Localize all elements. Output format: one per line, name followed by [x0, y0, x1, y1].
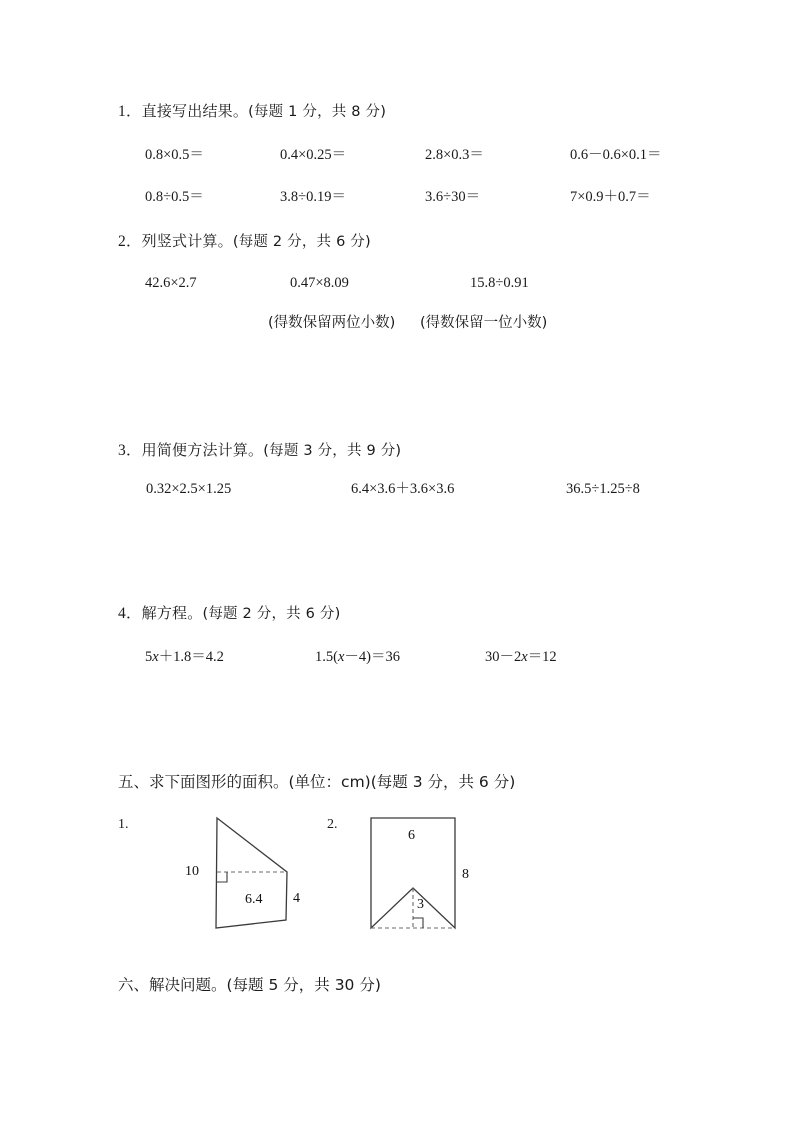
- expression: 0.6－0.6×0.1＝: [570, 147, 662, 163]
- expression: 3.6÷30＝: [425, 189, 481, 205]
- question-4-heading: [118, 606, 340, 622]
- question-4-title: 解方程。: [141, 604, 203, 622]
- equation-variable: x: [521, 649, 528, 665]
- equation: [315, 650, 485, 665]
- figure-1-dim-right-height: 4: [293, 891, 300, 906]
- expression: 7×0.9＋0.7＝: [570, 189, 651, 205]
- question-1-scoring: (每题 1 分，共 8 分): [248, 104, 387, 120]
- question-2-number: 2．: [118, 233, 142, 250]
- expression: 0.8÷0.5＝: [145, 189, 204, 205]
- question-2-heading: [118, 234, 371, 250]
- figure-1-dim-base: 6.4: [245, 892, 263, 907]
- figure-2-dim-triangle-height: 3: [417, 897, 424, 912]
- question-1-number: 1．: [118, 103, 142, 120]
- expression: 6.4×3.6＋3.6×3.6: [351, 481, 455, 497]
- equation: [145, 650, 315, 665]
- question-4-number: 4．: [118, 605, 142, 622]
- expression: 0.32×2.5×1.25: [146, 481, 232, 497]
- question-2-scoring: (每题 2 分，共 6 分): [232, 234, 371, 250]
- question-4-row-1: [145, 650, 557, 665]
- question-1-heading: [118, 104, 386, 120]
- equation-pre: 30－2: [485, 649, 522, 665]
- expression: 0.47×8.09: [290, 275, 349, 291]
- question-1-row-2: [145, 190, 651, 205]
- section-six-heading: 六、解决问题。(每题 5 分，共 30 分): [118, 976, 381, 994]
- question-1-row-1: [145, 148, 662, 163]
- question-2-title: 列竖式计算。: [141, 232, 233, 250]
- equation-post: ＋1.8＝4.2: [158, 649, 224, 665]
- figure-2-label: 2.: [327, 817, 338, 832]
- expression: 0.4×0.25＝: [280, 147, 347, 163]
- question-3-number: 3．: [118, 442, 142, 459]
- rounding-note: (得数保留两位小数): [268, 315, 396, 331]
- figure-1-label: 1.: [118, 817, 129, 832]
- equation-post: ＝12: [527, 649, 557, 665]
- question-2-row-1: [145, 276, 529, 291]
- question-3-scoring: (每题 3 分，共 9 分): [263, 443, 402, 459]
- figure-2-dim-right-height: 8: [462, 867, 469, 882]
- figure-1-right-angle-marker: [217, 872, 227, 882]
- equation: [485, 650, 557, 665]
- equation-post: －4)＝36: [344, 649, 400, 665]
- figure-1: [185, 810, 320, 940]
- rounding-note: (得数保留一位小数): [420, 315, 548, 331]
- figure-2-right-angle-marker: [413, 918, 423, 928]
- expression: 15.8÷0.91: [470, 275, 529, 291]
- question-2-notes: [268, 316, 547, 331]
- expression: 42.6×2.7: [145, 275, 197, 291]
- question-4-scoring: (每题 2 分，共 6 分): [202, 606, 341, 622]
- expression: 36.5÷1.25÷8: [566, 481, 640, 497]
- question-1-title: 直接写出结果。: [141, 102, 249, 120]
- question-3-row-1: [146, 482, 640, 497]
- figure-1-drawing: [190, 810, 320, 940]
- figure-2: [355, 810, 485, 940]
- figure-1-dim-left-height: 10: [185, 864, 199, 879]
- equation-variable: x: [337, 649, 345, 665]
- equation-pre: 1.5(: [315, 649, 338, 665]
- expression: 0.8×0.5＝: [145, 147, 204, 163]
- equation-variable: x: [152, 649, 159, 665]
- expression: 3.8÷0.19＝: [280, 189, 346, 205]
- expression: 2.8×0.3＝: [425, 147, 484, 163]
- question-3-title: 用简便方法计算。: [141, 441, 264, 459]
- equation-pre: 5: [145, 649, 153, 665]
- question-3-heading: [118, 443, 401, 459]
- figure-2-dim-top-width: 6: [408, 828, 415, 843]
- section-five-heading: 五、求下面图形的面积。(单位：cm)(每题 3 分，共 6 分): [118, 773, 516, 791]
